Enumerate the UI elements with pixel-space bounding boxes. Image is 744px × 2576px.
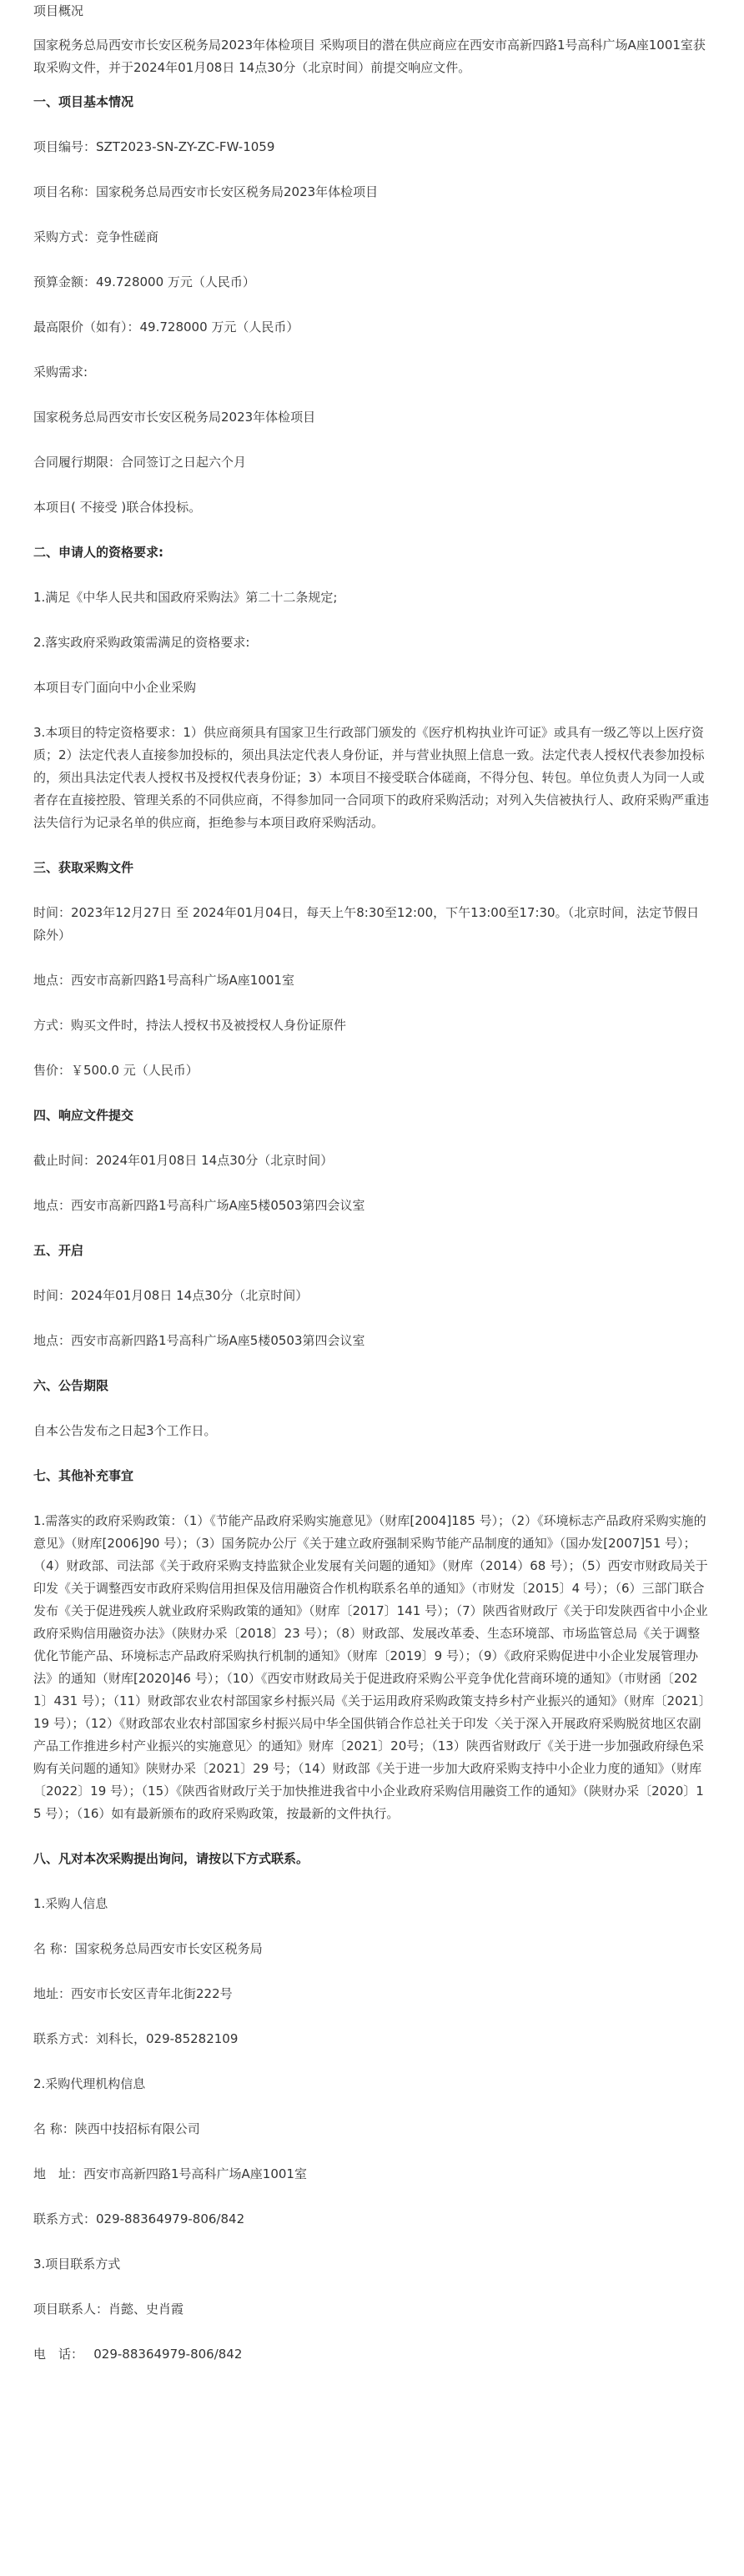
- notice-period-text: 自本公告发布之日起3个工作日。: [33, 1423, 217, 1438]
- section-title-submission: 四、响应文件提交: [33, 1108, 134, 1123]
- section-title-qualifications: 二、申请人的资格要求:: [33, 545, 163, 560]
- qualification-item-3: 3.本项目的特定资格要求：1）供应商须具有国家卫生行政部门颁发的《医疗机构执业许可证》或具有一级乙等以上医疗资质；2）法定代表人直接参加投标的，须出具法定代表人身份证，并与营业执照上信息一致。法定代表人授权代表参加投标的，须出具法定代表人授权书及授权代表身份证；3）本项目不接受联合体磋商，不得分包、转包。单位负责人为同一人或者存在直接控股、管理关系的不同供应商，不得参加同一合同项下的政府采购活动；对列入失信被执行人、政府采购严重违法失信行为记录名单的供应商，拒绝参与本项目政府采购活动。: [33, 725, 710, 830]
- qualification-item-2-text: 本项目专门面向中小企业采购: [33, 680, 197, 695]
- section-title-basic-info: 一、项目基本情况: [33, 94, 134, 109]
- demand-text: 国家税务总局西安市长安区税务局2023年体检项目: [33, 410, 316, 425]
- purchaser-address: 地址：西安市长安区青年北街222号: [33, 1986, 233, 2001]
- section-title-contact: 八、凡对本次采购提出询问，请按以下方式联系。: [33, 1851, 309, 1866]
- policy-list: 1.需落实的政府采购政策：（1）《节能产品政府采购实施意见》（财库[2004]185 号）；（2）《环境标志产品政府采购实施的意见》（财库[2006]90 号）；（3）国务院办公厅《关于建立政府强制采购节能产品制度的通知》（国办发[2007]51 号）；（4）财政部、司法部《关于政府采购支持监狱企业发展有关问题的通知》（财库（2014）68 号）；（5）西安市财政局关于印发《关于调整西安市政府采购信用担保及信用融资合作机构联系名单的通知》（市财发〔2015〕4 号）；（6）三部门联合发布《关于促进残疾人就业政府采购政策的通知》（财库〔2017〕141 号）；（7）陕西省财政厅《关于印发陕西省中小企业政府采购信用融资办法》（陕财办采〔2018〕23 号）；（8）财政部、发展改革委、生态环境部、市场监管总局《关于调整优化节能产品、环境标志产品政府采购执行机制的通知》（财库〔2019〕9 号）；（9）《政府采购促进中小企业发展管理办法》的通知（财库[2020]46 号）；（10）《西安市财政局关于促进政府采购公平竞争优化营商环境的通知》（市财函〔2021〕431 号）；（11）财政部农业农村部国家乡村振兴局《关于运用政府采购政策支持乡村产业振兴的通知》（财库〔2021〕19 号）；（12）《财政部农业农村部国家乡村振兴局中华全国供销合作总社关于印发〈关于深入开展政府采购脱贫地区农副产品工作推进乡村产业振兴的实施意见〉的通知》财库〔2021〕20号；（13）陕西省财政厅《关于进一步加强政府绿色采购有关问题的通知》陕财办采〔2021〕29 号；（14）财政部《关于进一步加大政府采购支持中小企业力度的通知》（财库〔2022〕19 号）；（15）《陕西省财政厅关于加快推进我省中小企业政府采购信用融资工作的通知》（陕财办采〔2020〕15 号）；（16）如有最新颁布的政府采购政策，按最新的文件执行。: [33, 1513, 708, 1821]
- procurement-method: 采购方式：竞争性磋商: [33, 229, 159, 244]
- obtain-price: 售价：￥500.0 元（人民币）: [33, 1063, 199, 1078]
- agency-contact: 联系方式：029-88364979-806/842: [33, 2211, 245, 2226]
- demand-label: 采购需求:: [33, 365, 88, 380]
- obtain-time: 时间：2023年12月27日 至 2024年01月04日，每天上午8:30至12:00，下午13:00至17:30。（北京时间，法定节假日除外）: [33, 905, 700, 943]
- agency-name: 名 称：陕西中技招标有限公司: [33, 2121, 200, 2136]
- max-price: 最高限价（如有）：49.728000 万元（人民币）: [33, 319, 299, 335]
- contract-period: 合同履行期限：合同签订之日起六个月: [33, 455, 247, 470]
- overview-heading: 项目概况: [33, 3, 84, 18]
- project-contact-phone: 电 话： 029-88364979-806/842: [33, 2347, 243, 2362]
- section-title-obtain-docs: 三、获取采购文件: [33, 860, 134, 875]
- project-number: 项目编号：SZT2023-SN-ZY-ZC-FW-1059: [33, 139, 275, 154]
- qualification-item-2: 2.落实政府采购政策需满足的资格要求:: [33, 635, 250, 650]
- budget-amount: 预算金额：49.728000 万元（人民币）: [33, 274, 255, 289]
- project-name: 项目名称：国家税务总局西安市长安区税务局2023年体检项目: [33, 184, 379, 199]
- obtain-method: 方式：购买文件时，持法人授权书及被授权人身份证原件: [33, 1018, 347, 1033]
- agency-title: 2.采购代理机构信息: [33, 2076, 146, 2091]
- opening-time: 时间：2024年01月08日 14点30分（北京时间）: [33, 1288, 309, 1303]
- agency-address: 地 址：西安市高新四路1号高科广场A座1001室: [33, 2166, 307, 2181]
- purchaser-title: 1.采购人信息: [33, 1896, 108, 1911]
- section-title-opening: 五、开启: [33, 1243, 84, 1258]
- qualification-item-1: 1.满足《中华人民共和国政府采购法》第二十二条规定;: [33, 590, 338, 605]
- submission-place: 地点：西安市高新四路1号高科广场A座5楼0503第四会议室: [33, 1198, 365, 1213]
- consortium-note: 本项目( 不接受 )联合体投标。: [33, 500, 202, 515]
- opening-place: 地点：西安市高新四路1号高科广场A座5楼0503第四会议室: [33, 1333, 365, 1348]
- project-contact-person: 项目联系人：肖懿、史肖霞: [33, 2302, 184, 2317]
- purchaser-contact: 联系方式：刘科长，029-85282109: [33, 2031, 239, 2046]
- submission-deadline: 截止时间：2024年01月08日 14点30分（北京时间）: [33, 1153, 334, 1168]
- section-title-notice-period: 六、公告期限: [33, 1378, 109, 1393]
- purchaser-name: 名 称：国家税务总局西安市长安区税务局: [33, 1941, 263, 1956]
- section-title-other-matters: 七、其他补充事宜: [33, 1468, 134, 1483]
- project-contact-title: 3.项目联系方式: [33, 2257, 121, 2272]
- obtain-place: 地点：西安市高新四路1号高科广场A座1001室: [33, 973, 294, 988]
- overview-text: 国家税务总局西安市长安区税务局2023年体检项目 采购项目的潜在供应商应在西安市高新四路1号高科广场A座1001室获取采购文件，并于2024年01月08日 14点30分（北京时间）前提交响应文件。: [33, 38, 706, 75]
